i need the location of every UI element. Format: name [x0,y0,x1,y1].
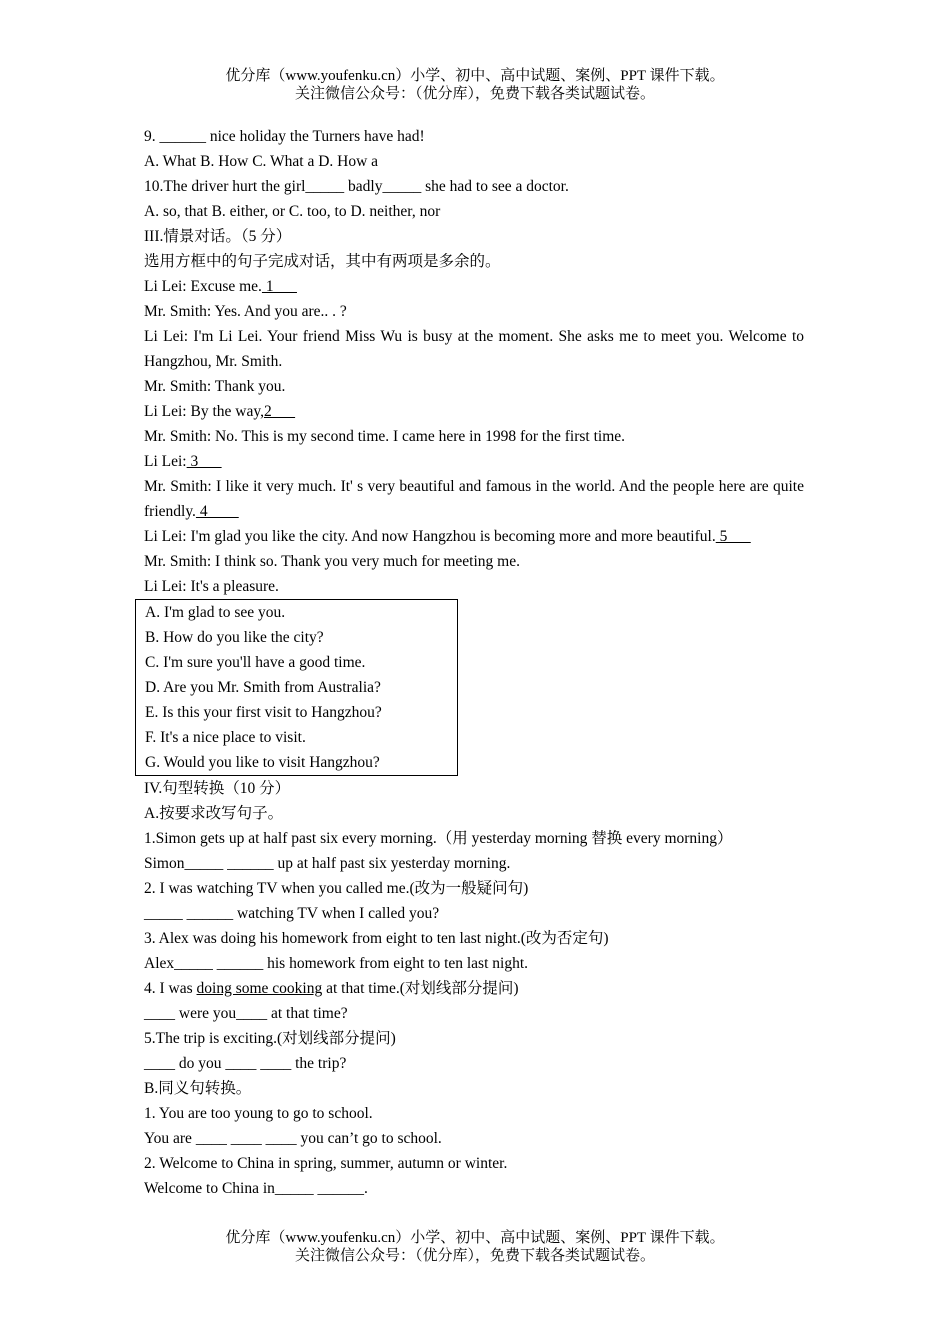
dialogue-line-5-text: Li Lei: By the way, [144,403,264,420]
question-9-options: A. What B. How C. What a D. How a [144,153,379,170]
dialogue-section-title: III.情景对话。（5 分） [144,228,292,245]
transform-a3-answer: Alex_____ ______ his homework from eight to ten last night. [144,955,529,972]
transform-part-b-title: B.同义句转换。 [144,1080,252,1097]
question-9: 9. ______ nice holiday the Turners have had! [144,128,425,145]
transform-a1-answer: Simon_____ ______ up at half past six yesterday morning. [144,855,511,872]
transform-a3: 3. Alex was doing his homework from eight to ten last night.(改为否定句) [144,930,609,947]
dialogue-line-5 [144,399,804,424]
dialogue-line-8-text: Mr. Smith: I like it very much. It' s very beautiful and famous in the world. And the people here are quite friendly. [144,478,804,520]
option-c: C. I'm sure you'll have a good time. [145,654,366,671]
dialogue-line-4: Mr. Smith: Thank you. [144,378,286,395]
transform-b1-answer: You are ____ ____ ____ you can’t go to school. [144,1130,442,1147]
dialogue-line-9 [144,524,804,549]
transform-a1: 1.Simon gets up at half past six every morning.（用 yesterday morning 替换 every morning） [144,830,733,847]
question-10-options: A. so, that B. either, or C. too, to D. neither, nor [144,203,441,220]
transform-part-a-title: A.按要求改写句子。 [144,805,284,822]
transform-b1: 1. You are too young to go to school. [144,1105,373,1122]
page-footer [0,1229,950,1265]
dialogue-line-2: Mr. Smith: Yes. And you are.. . ? [144,303,347,320]
question-10: 10.The driver hurt the girl_____ badly_____ she had to see a doctor. [144,178,569,195]
dialogue-line-6: Mr. Smith: No. This is my second time. I came here in 1998 for the first time. [144,428,625,445]
header-line-1: 优分库（www.youfenku.cn）小学、初中、高中试题、案例、PPT 课件下载。 [225,68,725,84]
options-box [135,599,458,776]
header-line-2: 关注微信公众号：（优分库），免费下载各类试题试卷。 [294,86,655,102]
page-header [0,67,950,103]
transform-a4-answer: ____ were you____ at that time? [144,1005,348,1022]
option-b: B. How do you like the city? [145,629,324,646]
option-a: A. I'm glad to see you. [145,604,286,621]
dialogue-line-8 [144,474,804,524]
dialogue-blank-5: 5___ [715,528,751,545]
dialogue-instruction: 选用方框中的句子完成对话，其中有两项是多余的。 [144,253,501,270]
transform-a4 [144,976,804,1001]
transform-a4-post: at that time.(对划线部分提问) [322,980,519,997]
dialogue-blank-1: 1___ [261,278,297,295]
transform-b2: 2. Welcome to China in spring, summer, autumn or winter. [144,1155,508,1172]
option-d: D. Are you Mr. Smith from Australia? [145,679,381,696]
dialogue-line-10: Mr. Smith: I think so. Thank you very much for meeting me. [144,553,520,570]
transform-a5-answer: ____ do you ____ ____ the trip? [144,1055,347,1072]
dialogue-line-9-text: Li Lei: I'm glad you like the city. And now Hangzhou is becoming more and more beautiful. [144,528,716,545]
dialogue-line-7 [144,449,804,474]
dialogue-line-3: Li Lei: I'm Li Lei. Your friend Miss Wu is busy at the moment. She asks me to meet you. Welcome to Hangzhou, Mr. Smith. [144,328,804,370]
transform-a2-answer: _____ ______ watching TV when I called you? [144,905,440,922]
dialogue-blank-2: 2___ [263,403,295,420]
dialogue-line-1 [144,274,804,299]
transform-a5: 5.The trip is exciting.(对划线部分提问) [144,1030,396,1047]
option-f: F. It's a nice place to visit. [145,729,306,746]
transform-a4-underlined: doing some cooking [196,980,323,997]
transform-b2-answer: Welcome to China in_____ ______. [144,1180,368,1197]
transform-section-title: IV.句型转换（10 分） [144,780,291,797]
transform-a4-pre: 4. I was [144,980,197,997]
footer-line-1: 优分库（www.youfenku.cn）小学、初中、高中试题、案例、PPT 课件下载。 [225,1230,725,1246]
worksheet-content [144,124,804,1201]
dialogue-line-1-text: Li Lei: Excuse me. [144,278,262,295]
dialogue-line-7-text: Li Lei: [144,453,187,470]
dialogue-line-11: Li Lei: It's a pleasure. [144,578,279,595]
dialogue-blank-3: 3___ [186,453,222,470]
option-e: E. Is this your first visit to Hangzhou? [145,704,382,721]
footer-line-2: 关注微信公众号：（优分库），免费下载各类试题试卷。 [294,1248,655,1264]
option-g: G. Would you like to visit Hangzhou? [145,754,380,771]
dialogue-blank-4: 4____ [195,503,239,520]
transform-a2: 2. I was watching TV when you called me.(改为一般疑问句) [144,880,529,897]
